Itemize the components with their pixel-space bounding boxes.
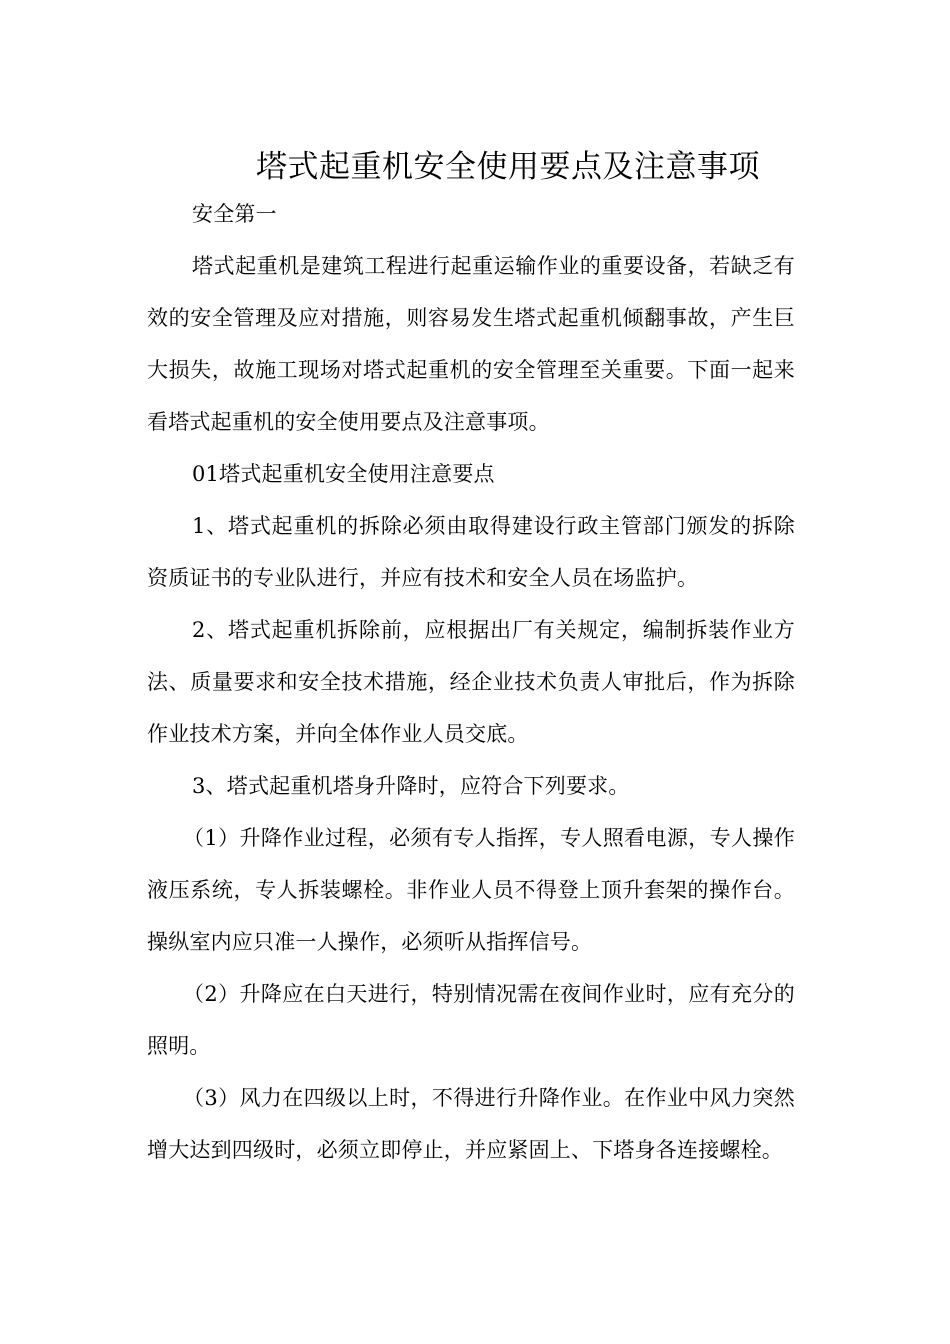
paragraph-subitem-3: （3）风力在四级以上时，不得进行升降作业。在作业中风力突然增大达到四级时，必须立即停止，并应紧固上、下塔身各连接螺栓。 xyxy=(147,1086,795,1162)
paragraph-safety-first: 安全第一 xyxy=(192,202,277,226)
paragraph-item-1: 1、塔式起重机的拆除必须由取得建设行政主管部门颁发的拆除资质证书的专业队进行，并应有技术和安全人员在场监护。 xyxy=(147,514,795,590)
document-title: 塔式起重机安全使用要点及注意事项 xyxy=(256,148,760,185)
paragraph-item-2: 2、塔式起重机拆除前，应根据出厂有关规定，编制拆装作业方法、质量要求和安全技术措施，经企业技术负责人审批后，作为拆除作业技术方案，并向全体作业人员交底。 xyxy=(147,618,795,746)
section-heading-01: 01塔式起重机安全使用注意要点 xyxy=(192,462,495,486)
paragraph-item-3: 3、塔式起重机塔身升降时，应符合下列要求。 xyxy=(192,774,630,798)
paragraph-subitem-2: （2）升降应在白天进行，特别情况需在夜间作业时，应有充分的照明。 xyxy=(147,982,795,1058)
paragraph-subitem-1: （1）升降作业过程，必须有专人指挥，专人照看电源，专人操作液压系统，专人拆装螺栓。非作业人员不得登上顶升套架的操作台。操纵室内应只准一人操作，必须听从指挥信号。 xyxy=(147,826,795,954)
document-body xyxy=(147,188,795,1176)
paragraph-intro: 塔式起重机是建筑工程进行起重运输作业的重要设备，若缺乏有效的安全管理及应对措施，则容易发生塔式起重机倾翻事故，产生巨大损失，故施工现场对塔式起重机的安全管理至关重要。下面一起来看塔式起重机的安全使用要点及注意事项。 xyxy=(147,254,795,434)
